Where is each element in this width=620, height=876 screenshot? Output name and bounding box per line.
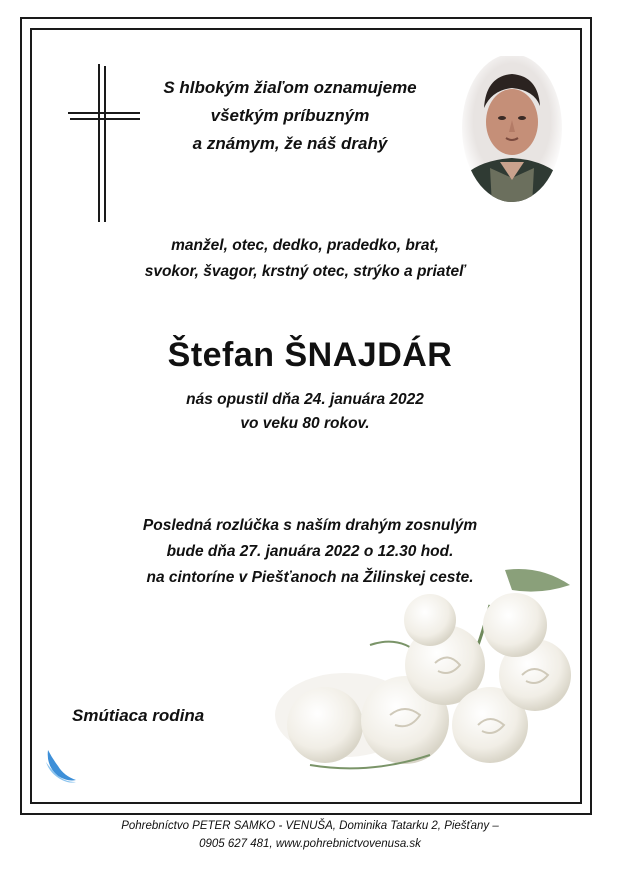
intro-line: všetkým príbuzným [210, 106, 370, 125]
signature: Smútiaca rodina [72, 706, 205, 725]
death-line: vo veku 80 rokov. [240, 415, 370, 432]
relations-line: svokor, švagor, krstný otec, strýko a priateľ [144, 263, 466, 280]
footer-line: Pohrebníctvo PETER SAMKO - VENUŠA, Dominika Tatarku 2, Piešťany – [121, 820, 499, 832]
footer-line: 0905 627 481, www.pohrebnictvovenusa.sk [199, 838, 421, 850]
funeral-line: na cintoríne v Piešťanoch na Žilinskej ceste. [146, 569, 474, 586]
white-roses-image [250, 565, 580, 780]
relations-text [110, 233, 500, 285]
intro-line: S hlbokým žiaľom oznamujeme [163, 78, 417, 97]
funeral-line: bude dňa 27. januára 2022 o 12.30 hod. [166, 543, 454, 560]
funeral-home-logo-icon [44, 746, 78, 786]
intro-line: a známym, že náš drahý [192, 134, 388, 153]
relations-line: manžel, otec, dedko, pradedko, brat, [171, 237, 439, 254]
portrait-photo [462, 56, 562, 206]
death-line: nás opustil dňa 24. januára 2022 [186, 391, 424, 408]
footer-contact [40, 817, 580, 853]
deceased-name: Štefan ŠNAJDÁR [167, 336, 453, 374]
announcement-intro [130, 74, 450, 158]
funeral-line: Posledná rozlúčka s naším drahým zosnulým [142, 517, 478, 534]
death-info [110, 388, 500, 436]
